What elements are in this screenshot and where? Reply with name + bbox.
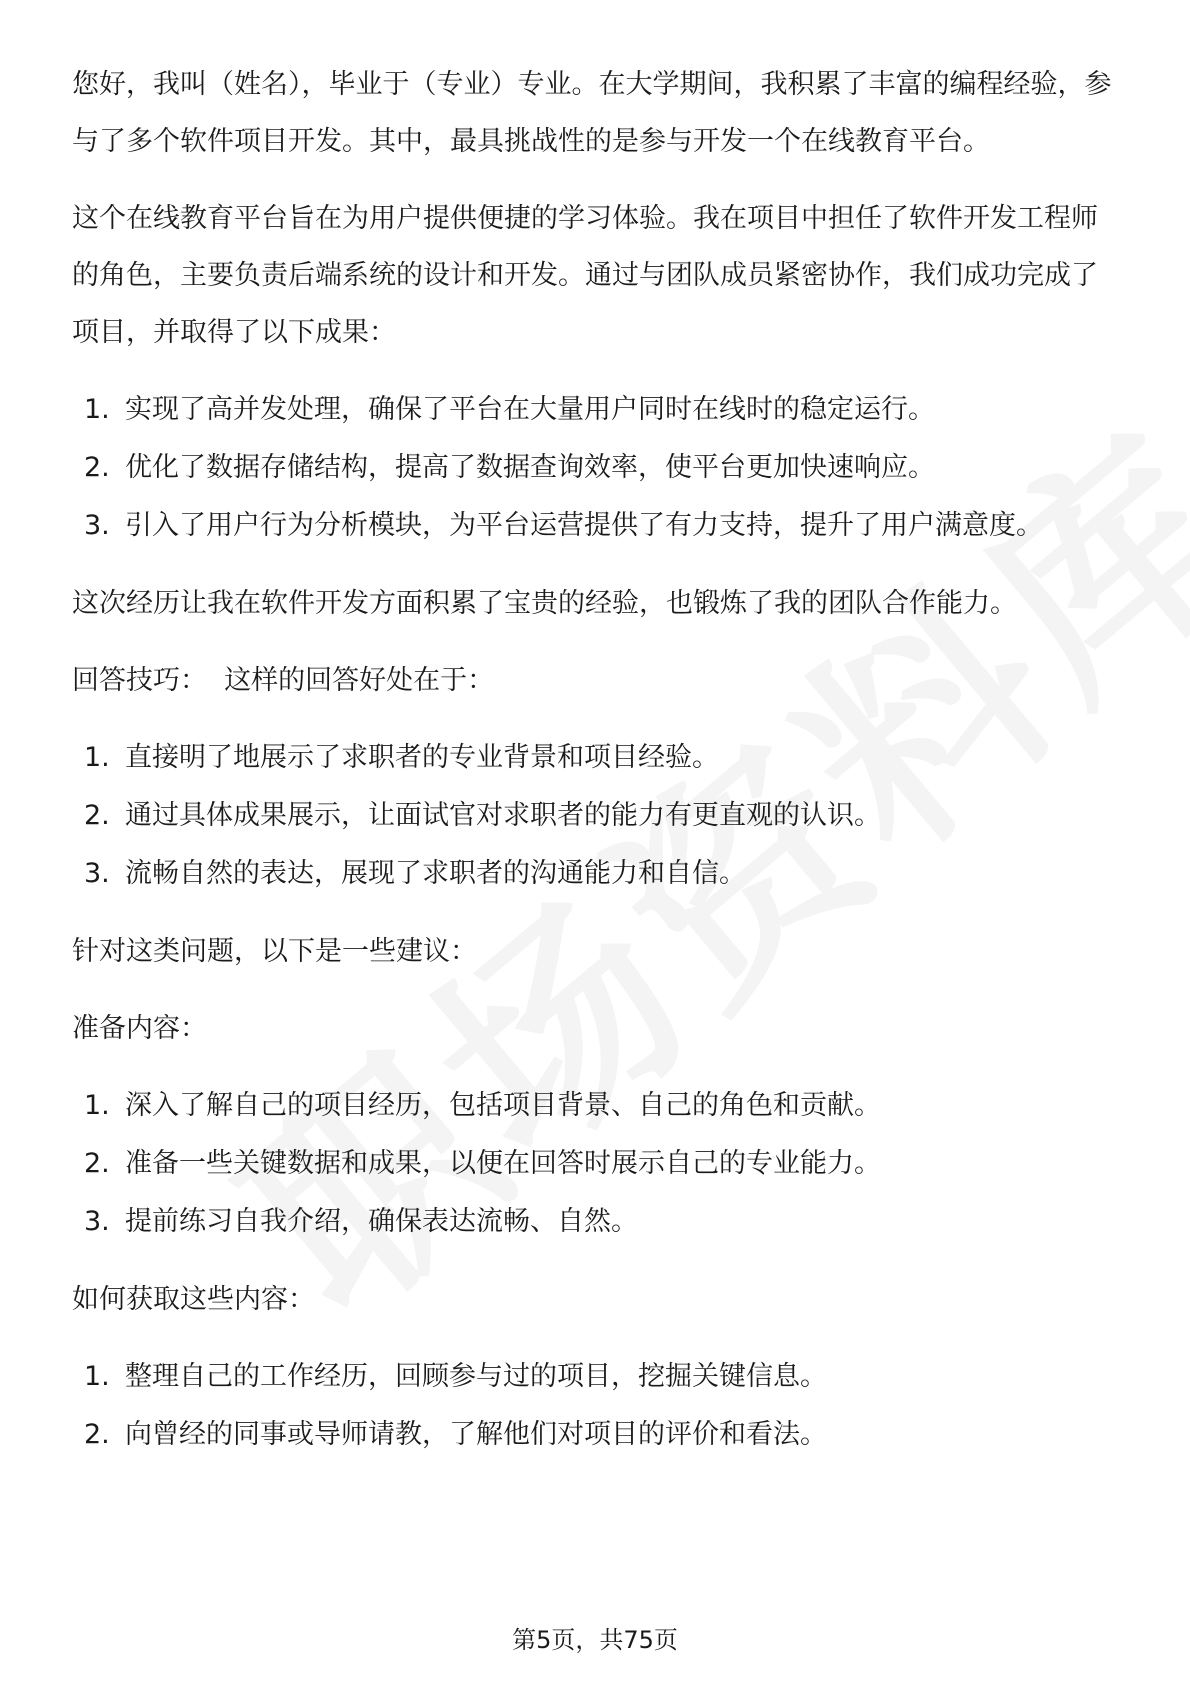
list-item: 3. 引入了用户行为分析模块，为平台运营提供了有力支持，提升了用户满意度。	[84, 510, 1043, 541]
list-item: 3. 提前练习自我介绍，确保表达流畅、自然。	[84, 1206, 638, 1237]
document-body	[72, 56, 1122, 1484]
experience-paragraph: 这次经历让我在软件开发方面积累了宝贵的经验，也锻炼了我的团队合作能力。	[72, 588, 1017, 619]
intro-paragraph: 您好，我叫（姓名），毕业于（专业）专业。在大学期间，我积累了丰富的编程经验，参与了多个软件项目开发。其中，最具挑战性的是参与开发一个在线教育平台。	[72, 69, 1112, 157]
page-number: 第5页，共75页	[512, 1626, 678, 1654]
benefits-list	[72, 729, 1122, 903]
prepare-list	[72, 1077, 1122, 1251]
howto-heading: 如何获取这些内容：	[72, 1284, 315, 1315]
list-item: 2. 优化了数据存储结构，提高了数据查询效率，使平台更加快速响应。	[84, 452, 935, 483]
list-item: 2. 通过具体成果展示，让面试官对求职者的能力有更直观的认识。	[84, 800, 881, 831]
prepare-heading: 准备内容：	[72, 1013, 207, 1044]
list-item: 1. 实现了高并发处理，确保了平台在大量用户同时在线时的稳定运行。	[84, 394, 935, 425]
tips-heading: 回答技巧： 这样的回答好处在于：	[72, 665, 495, 696]
achievements-list	[72, 381, 1122, 555]
platform-paragraph: 这个在线教育平台旨在为用户提供便捷的学习体验。我在项目中担任了软件开发工程师的角色，主要负责后端系统的设计和开发。通过与团队成员紧密协作，我们成功完成了项目，并取得了以下成果：	[72, 203, 1098, 348]
list-item: 1. 直接明了地展示了求职者的专业背景和项目经验。	[84, 742, 719, 773]
list-item: 2. 准备一些关键数据和成果，以便在回答时展示自己的专业能力。	[84, 1148, 881, 1179]
list-item: 3. 流畅自然的表达，展现了求职者的沟通能力和自信。	[84, 858, 746, 889]
list-item: 2. 向曾经的同事或导师请教，了解他们对项目的评价和看法。	[84, 1419, 827, 1450]
list-item: 1. 深入了解自己的项目经历，包括项目背景、自己的角色和贡献。	[84, 1090, 881, 1121]
advice-heading: 针对这类问题，以下是一些建议：	[72, 936, 477, 967]
list-item: 1. 整理自己的工作经历，回顾参与过的项目，挖掘关键信息。	[84, 1361, 827, 1392]
howto-list	[72, 1348, 1122, 1464]
